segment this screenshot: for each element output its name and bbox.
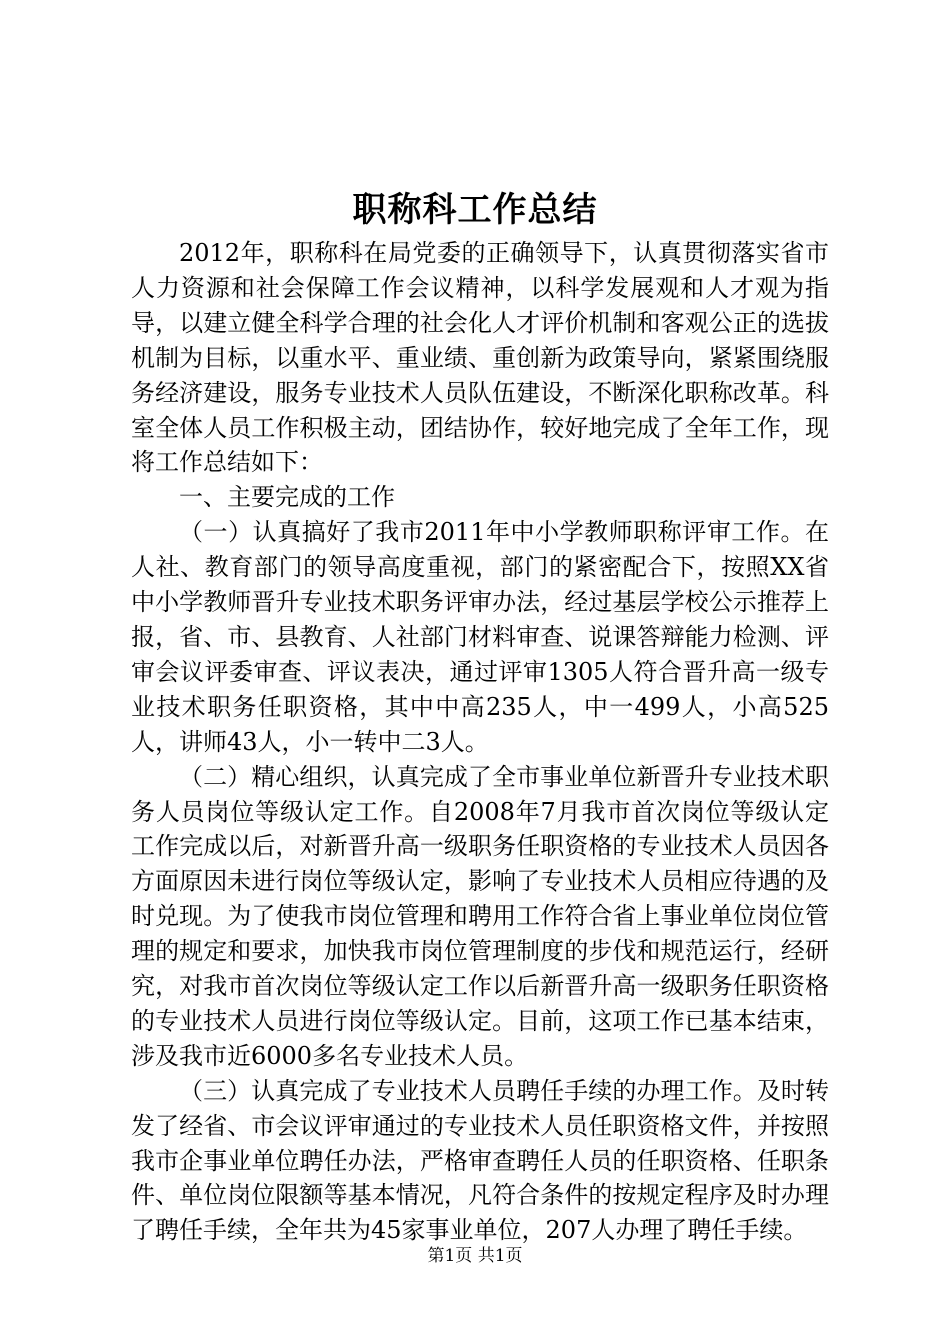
document-title: 职称科工作总结 bbox=[352, 190, 598, 230]
intro-paragraph: 2012年，职称科在局党委的正确领导下，认真贯彻落实省市人力资源和社会保障工作会议精神，以科学发展观和人才观为指导，以建立健全科学合理的社会化人才评价机制和客观公正的选拔机制为目标，以重水平、重业绩、重创新为政策导向，紧紧围绕服务经济建设，服务专业技术人员队伍建设，不断深化职称改革。科室全体人员工作积极主动，团结协作，较好地完成了全年工作，现将工作总结如下： bbox=[131, 239, 829, 477]
item-three-paragraph: （三）认真完成了专业技术人员聘任手续的办理工作。及时转发了经省、市会议评审通过的专业技术人员任职资格文件，并按照我市企事业单位聘任办法，严格审查聘任人员的任职资格、任职条件、单位岗位限额等基本情况，凡符合条件的按规定程序及时办理了聘任手续，全年共为45家事业单位，207人办理了聘任手续。 bbox=[131, 1076, 829, 1245]
item-one-paragraph: （一）认真搞好了我市2011年中小学教师职称评审工作。在人社、教育部门的领导高度重视，部门的紧密配合下，按照XX省中小学教师晋升专业技术职务评审办法，经过基层学校公示推荐上报，省、市、县教育、人社部门材料审查、说课答辩能力检测、评审会议评委审查、评议表决，通过评审1305人符合晋升高一级专业技术职务任职资格，其中中高235人，中一499人，小高525人，讲师43人，小一转中二3人。 bbox=[131, 518, 829, 756]
item-two-paragraph: （二）精心组织，认真完成了全市事业单位新晋升专业技术职务人员岗位等级认定工作。自2008年7月我市首次岗位等级认定工作完成以后，对新晋升高一级职务任职资格的专业技术人员因各方面原因未进行岗位等级认定，影响了专业技术人员相应待遇的及时兑现。为了使我市岗位管理和聘用工作符合省上事业单位岗位管理的规定和要求，加快我市岗位管理制度的步伐和规范运行，经研究，对我市首次岗位等级认定工作以后新晋升高一级职务任职资格的专业技术人员进行岗位等级认定。目前，这项工作已基本结束，涉及我市近6000多名专业技术人员。 bbox=[131, 762, 829, 1070]
document-body bbox=[131, 236, 829, 1248]
page-number-footer: 第1页 共1页 bbox=[427, 1246, 523, 1266]
section-heading: 一、主要完成的工作 bbox=[179, 483, 395, 512]
